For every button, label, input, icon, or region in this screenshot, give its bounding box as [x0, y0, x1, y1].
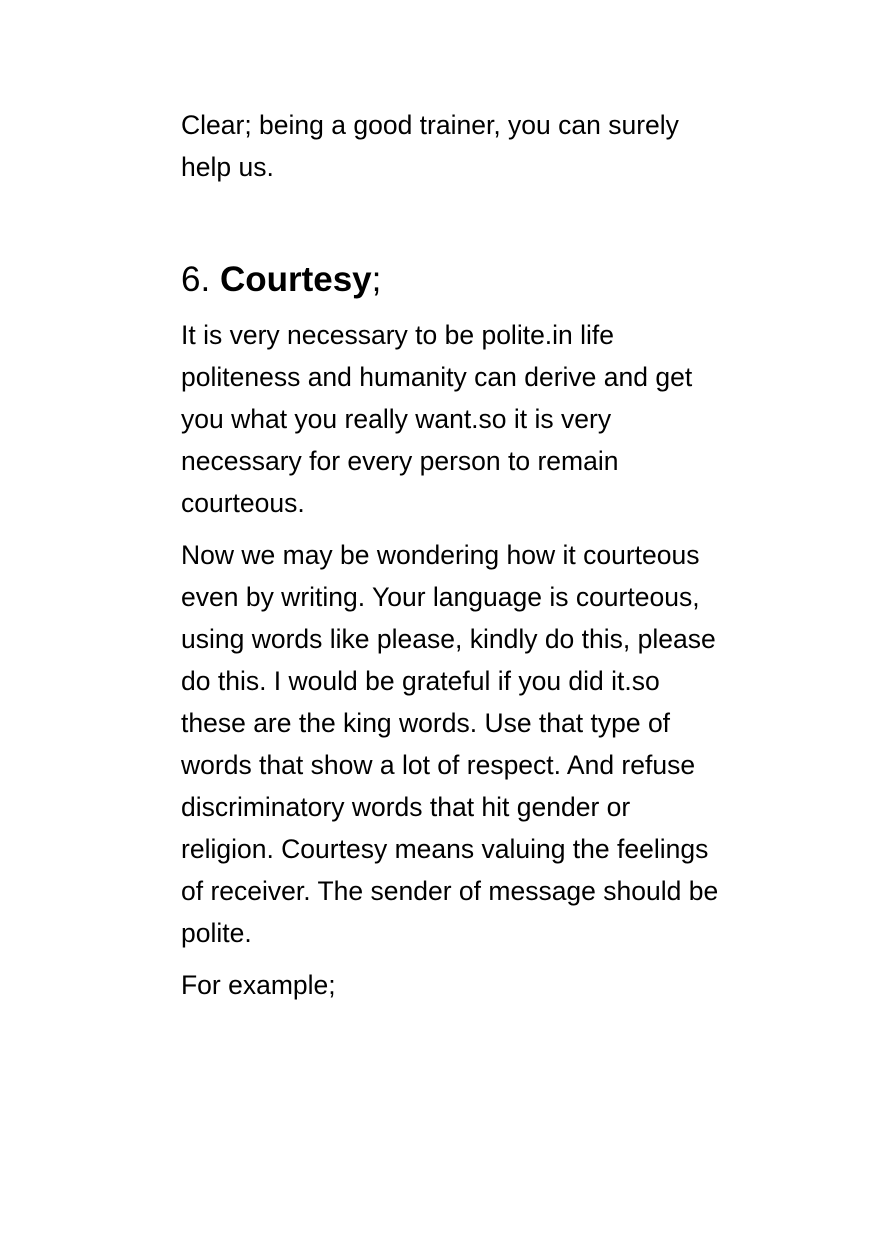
text-line: do this. I would be grateful if you did it.so	[181, 666, 660, 696]
text-line: of receiver. The sender of message should be	[181, 876, 719, 906]
text-line: polite.	[181, 918, 252, 948]
text-line: help us.	[181, 152, 274, 182]
text-line: words that show a lot of respect. And refuse	[181, 750, 696, 780]
section-title: Courtesy	[219, 260, 372, 299]
text-line: even by writing. Your language is courteous,	[181, 582, 700, 612]
text-line: politeness and humanity can derive and get	[181, 362, 693, 392]
text-line: religion. Courtesy means valuing the feelings	[181, 834, 709, 864]
text-line: necessary for every person to remain	[181, 446, 619, 476]
document-body	[181, 104, 781, 1016]
text-line: It is very necessary to be polite.in life	[181, 320, 615, 350]
section-suffix: ;	[371, 260, 382, 299]
paragraph-courteous-writing	[181, 534, 781, 954]
text-line: you what you really want.so it is very	[181, 404, 612, 434]
text-line: courteous.	[181, 488, 305, 518]
text-line: discriminatory words that hit gender or	[181, 792, 631, 822]
intro-paragraph	[181, 104, 781, 188]
text-line: these are the king words. Use that type of	[181, 708, 671, 738]
example-label: For example;	[181, 970, 336, 1000]
text-line: using words like please, kindly do this, please	[181, 624, 716, 654]
text-line: Clear; being a good trainer, you can surely	[181, 110, 679, 140]
section-heading	[181, 258, 781, 302]
text-line: Now we may be wondering how it courteous	[181, 540, 700, 570]
paragraph-politeness	[181, 314, 781, 524]
section-number: 6.	[181, 260, 211, 299]
